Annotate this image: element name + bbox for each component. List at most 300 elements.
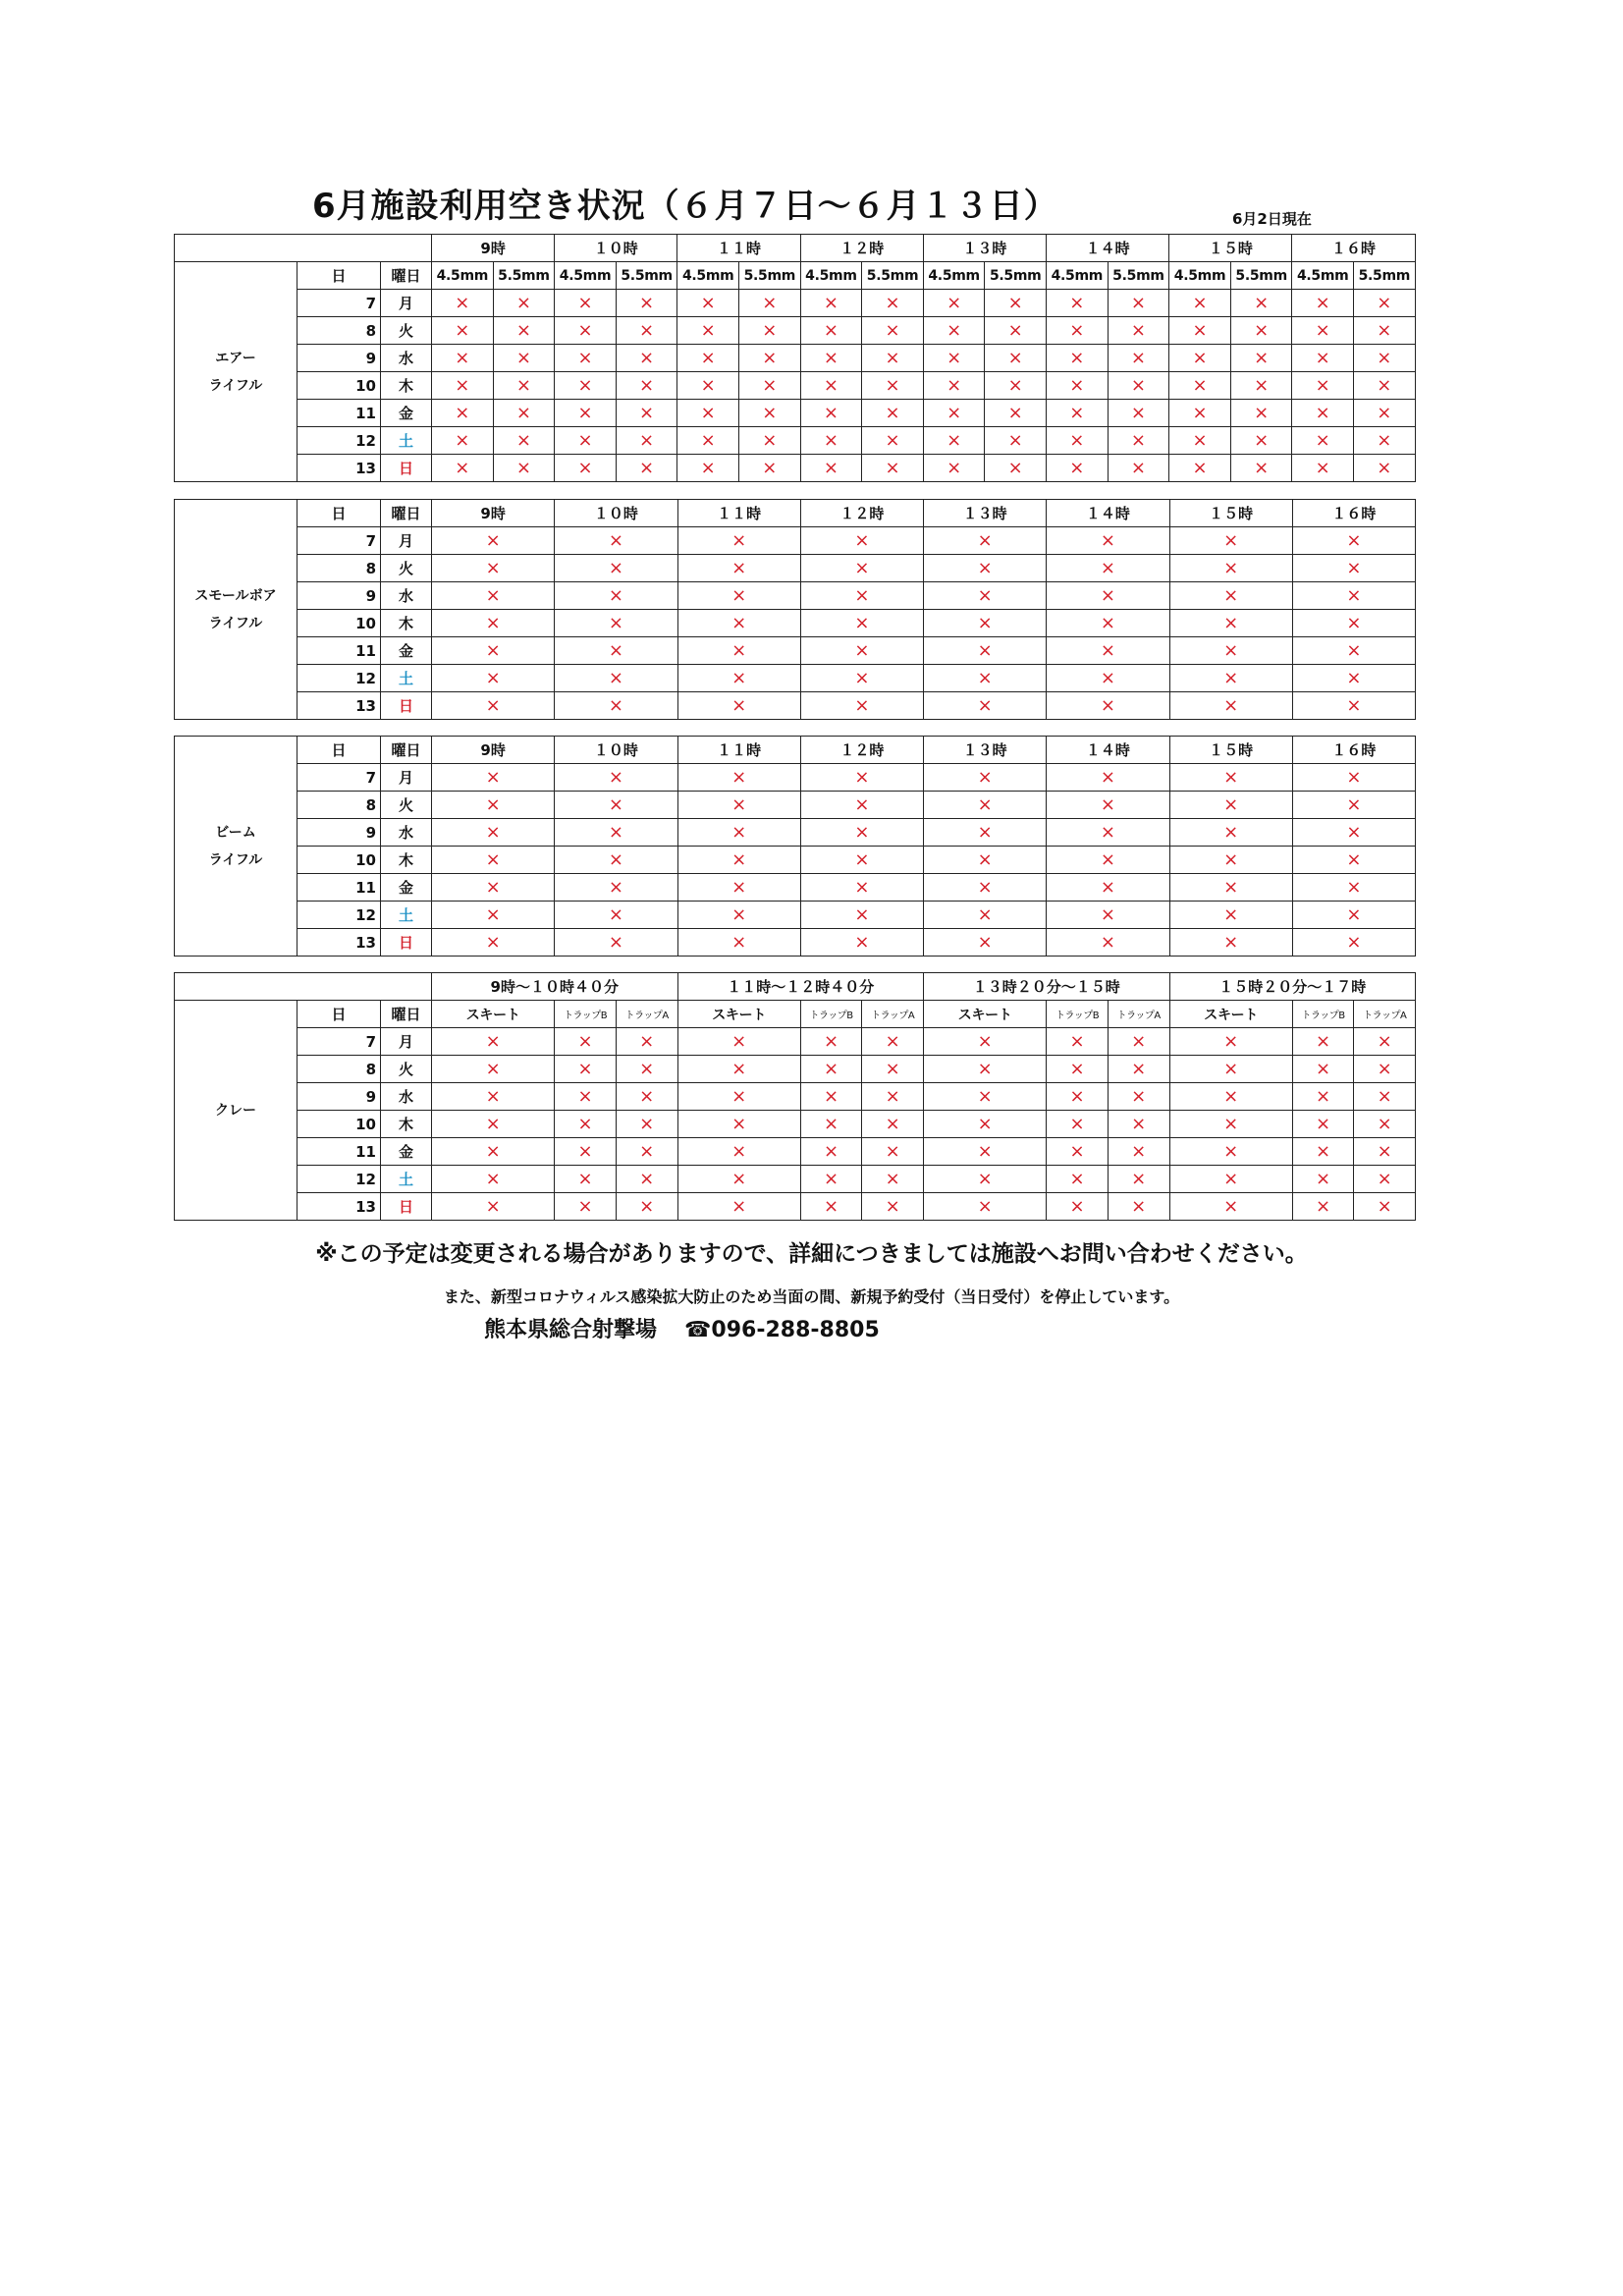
beam-rifle-table	[174, 736, 1416, 957]
day-header: 日	[298, 737, 381, 764]
status-unavailable: ×	[616, 455, 677, 482]
status-unavailable: ×	[1047, 290, 1109, 317]
hour-header: 9時	[432, 235, 555, 262]
status-unavailable: ×	[1230, 290, 1292, 317]
status-unavailable: ×	[862, 427, 924, 455]
date-cell: 10	[298, 847, 381, 874]
status-unavailable: ×	[800, 792, 923, 819]
status-unavailable: ×	[800, 1138, 862, 1166]
date-cell: 7	[298, 764, 381, 792]
status-unavailable: ×	[1354, 372, 1416, 400]
slot-header: １３時２０分～１５時	[924, 973, 1170, 1001]
hour-header: 9時	[432, 737, 555, 764]
hour-header: １４時	[1047, 500, 1169, 527]
status-unavailable: ×	[1108, 290, 1169, 317]
status-unavailable: ×	[555, 929, 677, 957]
status-unavailable: ×	[616, 1138, 677, 1166]
status-unavailable: ×	[1169, 1166, 1292, 1193]
status-unavailable: ×	[739, 290, 801, 317]
event-header: トラップA	[1354, 1001, 1416, 1028]
header-blank	[175, 973, 432, 1001]
status-unavailable: ×	[432, 610, 555, 637]
status-unavailable: ×	[555, 847, 677, 874]
date-cell: 11	[298, 400, 381, 427]
weekday-cell: 木	[381, 610, 432, 637]
status-unavailable: ×	[1292, 902, 1415, 929]
status-unavailable: ×	[985, 317, 1047, 345]
status-unavailable: ×	[677, 527, 800, 555]
status-unavailable: ×	[1354, 1138, 1416, 1166]
date-cell: 13	[298, 455, 381, 482]
status-unavailable: ×	[1047, 427, 1109, 455]
status-unavailable: ×	[677, 400, 739, 427]
status-unavailable: ×	[1047, 582, 1169, 610]
caliber-header: 5.5mm	[616, 262, 677, 290]
status-unavailable: ×	[677, 819, 800, 847]
caliber-header: 4.5mm	[677, 262, 739, 290]
status-unavailable: ×	[432, 455, 494, 482]
caliber-header: 5.5mm	[493, 262, 555, 290]
weekday-cell: 土	[381, 902, 432, 929]
day-header: 日	[298, 500, 381, 527]
status-unavailable: ×	[493, 290, 555, 317]
status-unavailable: ×	[1292, 455, 1354, 482]
status-unavailable: ×	[1108, 1111, 1169, 1138]
status-unavailable: ×	[555, 317, 617, 345]
status-unavailable: ×	[432, 1028, 555, 1056]
status-unavailable: ×	[1292, 372, 1354, 400]
event-header: スキート	[677, 1001, 800, 1028]
status-unavailable: ×	[1108, 345, 1169, 372]
status-unavailable: ×	[1292, 1111, 1354, 1138]
weekday-cell: 木	[381, 372, 432, 400]
slot-header: 9時～１０時４０分	[432, 973, 678, 1001]
status-unavailable: ×	[677, 874, 800, 902]
phone-number: ☎096-288-8805	[684, 1318, 880, 1342]
status-unavailable: ×	[1169, 637, 1292, 665]
status-unavailable: ×	[1292, 1166, 1354, 1193]
status-unavailable: ×	[1292, 1083, 1354, 1111]
status-unavailable: ×	[923, 290, 985, 317]
caliber-header: 5.5mm	[1230, 262, 1292, 290]
status-unavailable: ×	[1354, 1193, 1416, 1221]
status-unavailable: ×	[677, 1056, 800, 1083]
date-cell: 7	[298, 1028, 381, 1056]
status-unavailable: ×	[677, 345, 739, 372]
status-unavailable: ×	[1047, 345, 1109, 372]
status-unavailable: ×	[677, 317, 739, 345]
slot-header: １１時～１２時４０分	[677, 973, 924, 1001]
hour-header: １３時	[923, 235, 1046, 262]
as-of-date: 6月2日現在	[1232, 210, 1312, 228]
hour-header: １０時	[555, 737, 677, 764]
status-unavailable: ×	[924, 1166, 1047, 1193]
status-unavailable: ×	[1169, 1056, 1292, 1083]
status-unavailable: ×	[985, 372, 1047, 400]
weekday-cell: 日	[381, 1193, 432, 1221]
status-unavailable: ×	[1169, 1028, 1292, 1056]
status-unavailable: ×	[432, 290, 494, 317]
status-unavailable: ×	[616, 1028, 677, 1056]
status-unavailable: ×	[1169, 929, 1292, 957]
date-cell: 9	[298, 582, 381, 610]
date-cell: 9	[298, 345, 381, 372]
notice-covid: また、新型コロナウィルス感染拡大防止のため当面の間、新規予約受付（当日受付）を停止しています。	[443, 1287, 1180, 1306]
caliber-header: 4.5mm	[1047, 262, 1109, 290]
status-unavailable: ×	[1169, 1083, 1292, 1111]
event-header: スキート	[924, 1001, 1047, 1028]
status-unavailable: ×	[924, 555, 1047, 582]
status-unavailable: ×	[1047, 455, 1109, 482]
weekday-cell: 月	[381, 527, 432, 555]
status-unavailable: ×	[1108, 1193, 1169, 1221]
event-header: トラップA	[1108, 1001, 1169, 1028]
status-unavailable: ×	[616, 372, 677, 400]
status-unavailable: ×	[985, 345, 1047, 372]
status-unavailable: ×	[1047, 874, 1169, 902]
status-unavailable: ×	[1292, 692, 1415, 720]
status-unavailable: ×	[1047, 555, 1169, 582]
status-unavailable: ×	[493, 345, 555, 372]
date-cell: 7	[298, 290, 381, 317]
status-unavailable: ×	[923, 317, 985, 345]
status-unavailable: ×	[1047, 902, 1169, 929]
slot-header: １５時２０分～１７時	[1169, 973, 1416, 1001]
status-unavailable: ×	[1292, 929, 1415, 957]
status-unavailable: ×	[432, 1111, 555, 1138]
status-unavailable: ×	[432, 637, 555, 665]
date-cell: 11	[298, 874, 381, 902]
status-unavailable: ×	[1169, 902, 1292, 929]
status-unavailable: ×	[677, 372, 739, 400]
status-unavailable: ×	[1354, 427, 1416, 455]
weekday-cell: 月	[381, 1028, 432, 1056]
hour-header: １１時	[677, 235, 800, 262]
status-unavailable: ×	[924, 1193, 1047, 1221]
status-unavailable: ×	[1169, 764, 1292, 792]
status-unavailable: ×	[862, 1083, 924, 1111]
caliber-header: 5.5mm	[862, 262, 924, 290]
status-unavailable: ×	[739, 372, 801, 400]
status-unavailable: ×	[800, 847, 923, 874]
status-unavailable: ×	[493, 400, 555, 427]
status-unavailable: ×	[1354, 1111, 1416, 1138]
status-unavailable: ×	[1169, 874, 1292, 902]
weekday-cell: 金	[381, 1138, 432, 1166]
status-unavailable: ×	[800, 372, 862, 400]
status-unavailable: ×	[616, 400, 677, 427]
date-cell: 12	[298, 902, 381, 929]
status-unavailable: ×	[862, 345, 924, 372]
status-unavailable: ×	[1108, 1056, 1169, 1083]
status-unavailable: ×	[1169, 345, 1231, 372]
status-unavailable: ×	[1169, 610, 1292, 637]
status-unavailable: ×	[924, 792, 1047, 819]
status-unavailable: ×	[1230, 400, 1292, 427]
weekday-cell: 月	[381, 764, 432, 792]
status-unavailable: ×	[1292, 1056, 1354, 1083]
status-unavailable: ×	[555, 427, 617, 455]
status-unavailable: ×	[677, 582, 800, 610]
weekday-cell: 日	[381, 692, 432, 720]
status-unavailable: ×	[985, 290, 1047, 317]
weekday-cell: 火	[381, 1056, 432, 1083]
status-unavailable: ×	[1047, 764, 1169, 792]
event-header: トラップB	[555, 1001, 617, 1028]
status-unavailable: ×	[677, 1193, 800, 1221]
event-header: スキート	[1169, 1001, 1292, 1028]
status-unavailable: ×	[800, 1083, 862, 1111]
caliber-header: 4.5mm	[800, 262, 862, 290]
status-unavailable: ×	[1354, 1083, 1416, 1111]
status-unavailable: ×	[432, 427, 494, 455]
status-unavailable: ×	[1047, 665, 1169, 692]
status-unavailable: ×	[1169, 455, 1231, 482]
status-unavailable: ×	[1292, 665, 1415, 692]
status-unavailable: ×	[677, 929, 800, 957]
hour-header: １６時	[1292, 500, 1415, 527]
weekday-cell: 金	[381, 874, 432, 902]
status-unavailable: ×	[555, 792, 677, 819]
status-unavailable: ×	[1354, 345, 1416, 372]
status-unavailable: ×	[555, 874, 677, 902]
status-unavailable: ×	[555, 1138, 617, 1166]
weekday-cell: 土	[381, 1166, 432, 1193]
status-unavailable: ×	[1108, 1166, 1169, 1193]
hour-header: １４時	[1047, 737, 1169, 764]
status-unavailable: ×	[555, 1166, 617, 1193]
status-unavailable: ×	[432, 1056, 555, 1083]
caliber-header: 4.5mm	[555, 262, 617, 290]
status-unavailable: ×	[432, 929, 555, 957]
status-unavailable: ×	[1354, 400, 1416, 427]
weekday-cell: 月	[381, 290, 432, 317]
status-unavailable: ×	[432, 1138, 555, 1166]
status-unavailable: ×	[1169, 427, 1231, 455]
status-unavailable: ×	[1292, 582, 1415, 610]
status-unavailable: ×	[1292, 1193, 1354, 1221]
day-header: 日	[298, 1001, 381, 1028]
status-unavailable: ×	[555, 692, 677, 720]
status-unavailable: ×	[1292, 317, 1354, 345]
status-unavailable: ×	[924, 764, 1047, 792]
status-unavailable: ×	[555, 819, 677, 847]
status-unavailable: ×	[432, 582, 555, 610]
status-unavailable: ×	[862, 1138, 924, 1166]
status-unavailable: ×	[924, 819, 1047, 847]
status-unavailable: ×	[1169, 1111, 1292, 1138]
status-unavailable: ×	[1047, 1083, 1109, 1111]
hour-header: １０時	[555, 235, 677, 262]
weekday-cell: 火	[381, 555, 432, 582]
status-unavailable: ×	[555, 372, 617, 400]
date-cell: 10	[298, 1111, 381, 1138]
section-label-beam-rifle: ビーム ライフル	[175, 737, 298, 957]
status-unavailable: ×	[739, 455, 801, 482]
status-unavailable: ×	[1169, 555, 1292, 582]
status-unavailable: ×	[1354, 1166, 1416, 1193]
status-unavailable: ×	[800, 582, 923, 610]
caliber-header: 5.5mm	[1354, 262, 1416, 290]
section-label-clay: クレー	[175, 1001, 298, 1221]
status-unavailable: ×	[1047, 1138, 1109, 1166]
hour-header: １１時	[677, 737, 800, 764]
status-unavailable: ×	[1169, 317, 1231, 345]
status-unavailable: ×	[1047, 692, 1169, 720]
event-header: トラップB	[1292, 1001, 1354, 1028]
status-unavailable: ×	[1108, 1138, 1169, 1166]
status-unavailable: ×	[1108, 400, 1169, 427]
status-unavailable: ×	[800, 290, 862, 317]
status-unavailable: ×	[739, 427, 801, 455]
status-unavailable: ×	[800, 527, 923, 555]
status-unavailable: ×	[555, 1111, 617, 1138]
status-unavailable: ×	[800, 692, 923, 720]
status-unavailable: ×	[677, 792, 800, 819]
status-unavailable: ×	[800, 764, 923, 792]
weekday-cell: 水	[381, 1083, 432, 1111]
status-unavailable: ×	[432, 345, 494, 372]
weekday-cell: 金	[381, 637, 432, 665]
status-unavailable: ×	[1230, 455, 1292, 482]
status-unavailable: ×	[555, 764, 677, 792]
date-cell: 12	[298, 427, 381, 455]
status-unavailable: ×	[1169, 582, 1292, 610]
status-unavailable: ×	[432, 665, 555, 692]
status-unavailable: ×	[862, 400, 924, 427]
status-unavailable: ×	[1169, 692, 1292, 720]
status-unavailable: ×	[1169, 847, 1292, 874]
weekday-cell: 土	[381, 427, 432, 455]
date-cell: 8	[298, 1056, 381, 1083]
status-unavailable: ×	[1047, 1111, 1109, 1138]
caliber-header: 4.5mm	[1169, 262, 1231, 290]
status-unavailable: ×	[923, 455, 985, 482]
status-unavailable: ×	[1292, 427, 1354, 455]
status-unavailable: ×	[432, 847, 555, 874]
weekday-cell: 土	[381, 665, 432, 692]
status-unavailable: ×	[800, 427, 862, 455]
status-unavailable: ×	[677, 555, 800, 582]
weekday-cell: 木	[381, 847, 432, 874]
status-unavailable: ×	[616, 1166, 677, 1193]
status-unavailable: ×	[677, 1166, 800, 1193]
status-unavailable: ×	[923, 345, 985, 372]
clay-table	[174, 972, 1416, 1221]
status-unavailable: ×	[1169, 819, 1292, 847]
weekday-cell: 火	[381, 317, 432, 345]
event-header: トラップB	[800, 1001, 862, 1028]
status-unavailable: ×	[800, 1193, 862, 1221]
status-unavailable: ×	[1169, 792, 1292, 819]
weekday-header: 曜日	[381, 500, 432, 527]
date-cell: 8	[298, 317, 381, 345]
status-unavailable: ×	[800, 819, 923, 847]
status-unavailable: ×	[432, 527, 555, 555]
status-unavailable: ×	[862, 372, 924, 400]
status-unavailable: ×	[432, 555, 555, 582]
status-unavailable: ×	[432, 1193, 555, 1221]
status-unavailable: ×	[924, 527, 1047, 555]
status-unavailable: ×	[1292, 874, 1415, 902]
date-cell: 11	[298, 637, 381, 665]
status-unavailable: ×	[677, 1138, 800, 1166]
status-unavailable: ×	[924, 902, 1047, 929]
status-unavailable: ×	[432, 317, 494, 345]
day-header: 日	[298, 262, 381, 290]
status-unavailable: ×	[862, 1028, 924, 1056]
status-unavailable: ×	[862, 1166, 924, 1193]
weekday-cell: 水	[381, 582, 432, 610]
status-unavailable: ×	[800, 555, 923, 582]
status-unavailable: ×	[923, 372, 985, 400]
status-unavailable: ×	[677, 665, 800, 692]
status-unavailable: ×	[616, 1111, 677, 1138]
status-unavailable: ×	[862, 1111, 924, 1138]
status-unavailable: ×	[924, 610, 1047, 637]
status-unavailable: ×	[924, 1083, 1047, 1111]
status-unavailable: ×	[677, 902, 800, 929]
status-unavailable: ×	[924, 1028, 1047, 1056]
date-cell: 8	[298, 555, 381, 582]
status-unavailable: ×	[555, 637, 677, 665]
hour-header: １４時	[1047, 235, 1169, 262]
status-unavailable: ×	[800, 317, 862, 345]
status-unavailable: ×	[1292, 819, 1415, 847]
status-unavailable: ×	[1292, 290, 1354, 317]
status-unavailable: ×	[862, 1056, 924, 1083]
status-unavailable: ×	[1169, 1138, 1292, 1166]
status-unavailable: ×	[1108, 372, 1169, 400]
header-blank	[175, 235, 432, 262]
status-unavailable: ×	[555, 290, 617, 317]
status-unavailable: ×	[1230, 427, 1292, 455]
date-cell: 9	[298, 1083, 381, 1111]
status-unavailable: ×	[800, 874, 923, 902]
status-unavailable: ×	[432, 1166, 555, 1193]
weekday-cell: 日	[381, 929, 432, 957]
facility-name: 熊本県総合射撃場	[484, 1318, 658, 1342]
section-label-air-rifle: エアー ライフル	[175, 262, 298, 482]
status-unavailable: ×	[616, 427, 677, 455]
status-unavailable: ×	[800, 1166, 862, 1193]
status-unavailable: ×	[616, 1056, 677, 1083]
hour-header: １５時	[1169, 500, 1292, 527]
date-cell: 9	[298, 819, 381, 847]
status-unavailable: ×	[1169, 290, 1231, 317]
section-label-smallbore-rifle: スモールボア ライフル	[175, 500, 298, 720]
status-unavailable: ×	[1047, 819, 1169, 847]
status-unavailable: ×	[1047, 929, 1169, 957]
status-unavailable: ×	[1354, 1028, 1416, 1056]
status-unavailable: ×	[1169, 1193, 1292, 1221]
status-unavailable: ×	[1292, 637, 1415, 665]
status-unavailable: ×	[800, 902, 923, 929]
status-unavailable: ×	[1292, 792, 1415, 819]
status-unavailable: ×	[1047, 1056, 1109, 1083]
status-unavailable: ×	[555, 455, 617, 482]
status-unavailable: ×	[432, 902, 555, 929]
status-unavailable: ×	[555, 400, 617, 427]
status-unavailable: ×	[1108, 427, 1169, 455]
status-unavailable: ×	[1354, 1056, 1416, 1083]
status-unavailable: ×	[432, 874, 555, 902]
status-unavailable: ×	[924, 874, 1047, 902]
status-unavailable: ×	[800, 610, 923, 637]
status-unavailable: ×	[493, 372, 555, 400]
status-unavailable: ×	[555, 527, 677, 555]
status-unavailable: ×	[555, 582, 677, 610]
